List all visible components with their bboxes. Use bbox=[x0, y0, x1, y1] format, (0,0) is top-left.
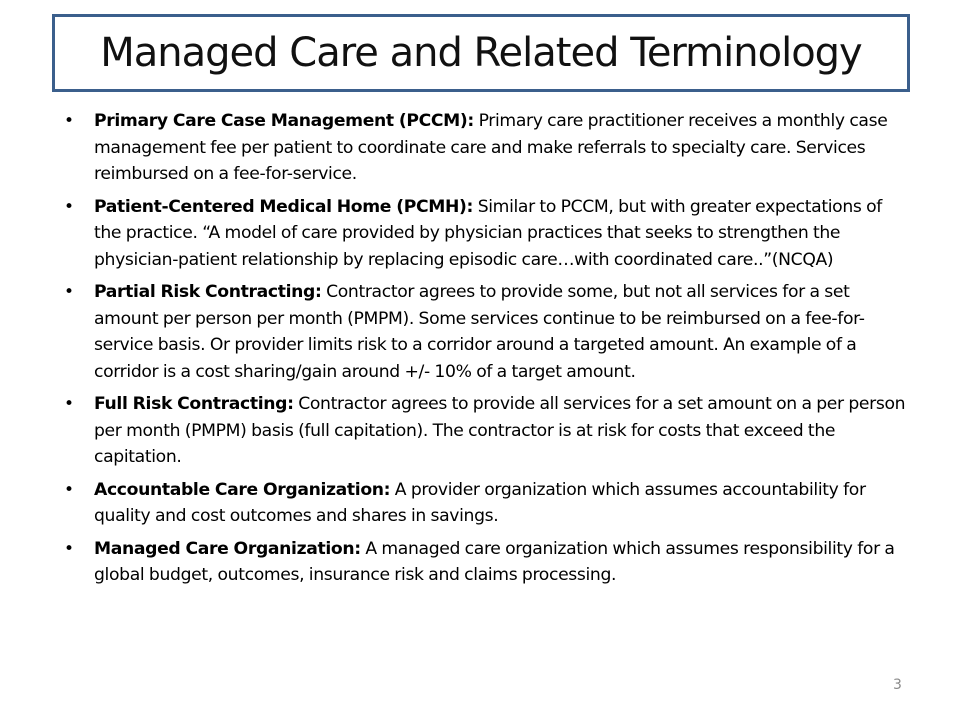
term-description: A managed care organization which assumes responsibility for a global budget, outcomes, insurance risk and claims processing. bbox=[94, 538, 895, 585]
term-description: Contractor agrees to provide some, but not all services for a set amount per person per month (PMPM). Some services continue to be reimbursed on a fee-for-service basis. Or provider limits risk to a corridor around a targeted amount. An example of a corridor is a cost sharing/gain around +/- 10% of a target amount. bbox=[94, 282, 865, 382]
bullet-item-aco bbox=[64, 477, 912, 530]
slide-title: Managed Care and Related Terminology bbox=[100, 30, 862, 76]
bullet-item-pccm bbox=[64, 108, 912, 188]
term-label: Accountable Care Organization: bbox=[94, 479, 391, 500]
bullet-dot-icon: • bbox=[64, 538, 74, 559]
term-label: Primary Care Case Management (PCCM): bbox=[94, 111, 474, 131]
bullet-dot-icon: • bbox=[64, 282, 74, 302]
bullet-item-partial-risk bbox=[64, 279, 912, 385]
bullet-dot-icon: • bbox=[64, 196, 74, 217]
bullet-item-full-risk bbox=[64, 391, 912, 471]
bullet-item-mco bbox=[64, 536, 912, 589]
title-box bbox=[52, 14, 910, 92]
term-description: Similar to PCCM, but with greater expectations of the practice. “A model of care provided by physician practices that seeks to strengthen the physician-patient relationship by replacing episodic care…with coordinated care..”(NCQA) bbox=[94, 196, 882, 270]
term-description: Primary care practitioner receives a monthly case management fee per patient to coordinate care and make referrals to specialty care. Services reimbursed on a fee-for-service. bbox=[94, 111, 888, 184]
bullet-item-pcmh bbox=[64, 194, 912, 274]
term-label: Managed Care Organization: bbox=[94, 538, 361, 559]
term-label: Patient-Centered Medical Home (PCMH): bbox=[94, 196, 474, 217]
bullet-dot-icon: • bbox=[64, 111, 74, 131]
page-number: 3 bbox=[893, 677, 902, 693]
bullet-dot-icon: • bbox=[64, 394, 74, 414]
term-label: Full Risk Contracting: bbox=[94, 394, 294, 414]
bullet-dot-icon: • bbox=[64, 479, 74, 500]
term-label: Partial Risk Contracting: bbox=[94, 282, 322, 302]
term-description: A provider organization which assumes accountability for quality and cost outcomes and shares in savings. bbox=[94, 479, 866, 526]
bullet-list bbox=[64, 108, 912, 595]
term-description: Contractor agrees to provide all services for a set amount on a per person per month (PMPM) basis (full capitation). The contractor is at risk for costs that exceed the capitation. bbox=[94, 394, 906, 467]
